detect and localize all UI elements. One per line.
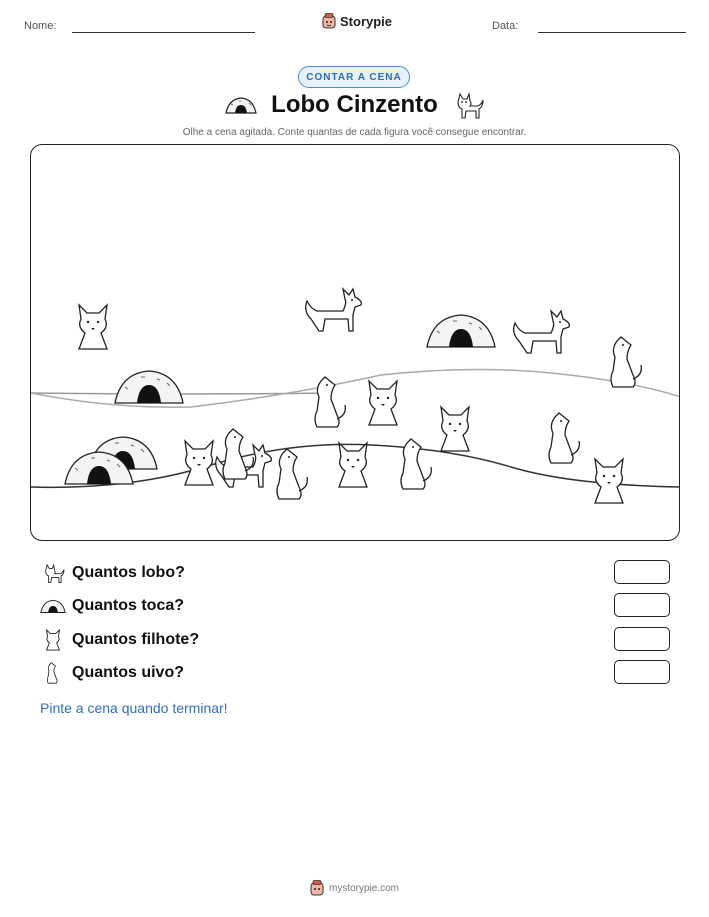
activity-badge: CONTAR A CENA — [298, 66, 410, 88]
den-icon — [225, 96, 257, 114]
title-row — [0, 90, 709, 120]
question-text: Quantos lobo? — [72, 564, 185, 581]
question-row — [40, 560, 670, 586]
brand-logo — [322, 13, 392, 29]
date-label: Data: — [492, 20, 519, 32]
answer-box[interactable] — [614, 593, 670, 617]
answer-box[interactable] — [614, 627, 670, 651]
wolf-icon — [452, 90, 484, 120]
instructions: Olhe a cena agitada. Conte quantas de cada figura você consegue encontrar. — [182, 127, 527, 138]
name-label: Nome: — [24, 20, 57, 32]
question-row — [40, 627, 670, 653]
counting-scene — [30, 144, 680, 541]
brand-name: Storypie — [340, 13, 393, 29]
question-text: Quantos toca? — [72, 597, 185, 614]
storypie-mascot-icon — [322, 13, 336, 29]
closing-note: Pinte a cena quando terminar! — [40, 700, 228, 716]
question-row — [40, 660, 670, 686]
howling-wolf-icon — [40, 662, 66, 684]
question-row — [40, 593, 670, 619]
question-text: Quantos filhote? — [72, 631, 200, 648]
den-icon — [40, 595, 66, 617]
page-title: Lobo Cinzento — [271, 91, 438, 118]
date-line[interactable] — [538, 32, 686, 33]
site-footer — [0, 880, 709, 896]
wolf-icon — [40, 562, 66, 584]
storypie-mascot-icon — [310, 880, 324, 896]
scene-illustration — [31, 145, 680, 541]
answer-box[interactable] — [614, 560, 670, 584]
pup-icon — [40, 629, 66, 651]
answer-box[interactable] — [614, 660, 670, 684]
name-line[interactable] — [72, 32, 255, 33]
question-text: Quantos uivo? — [72, 664, 184, 681]
site-url[interactable]: mystorypie.com — [328, 882, 399, 894]
